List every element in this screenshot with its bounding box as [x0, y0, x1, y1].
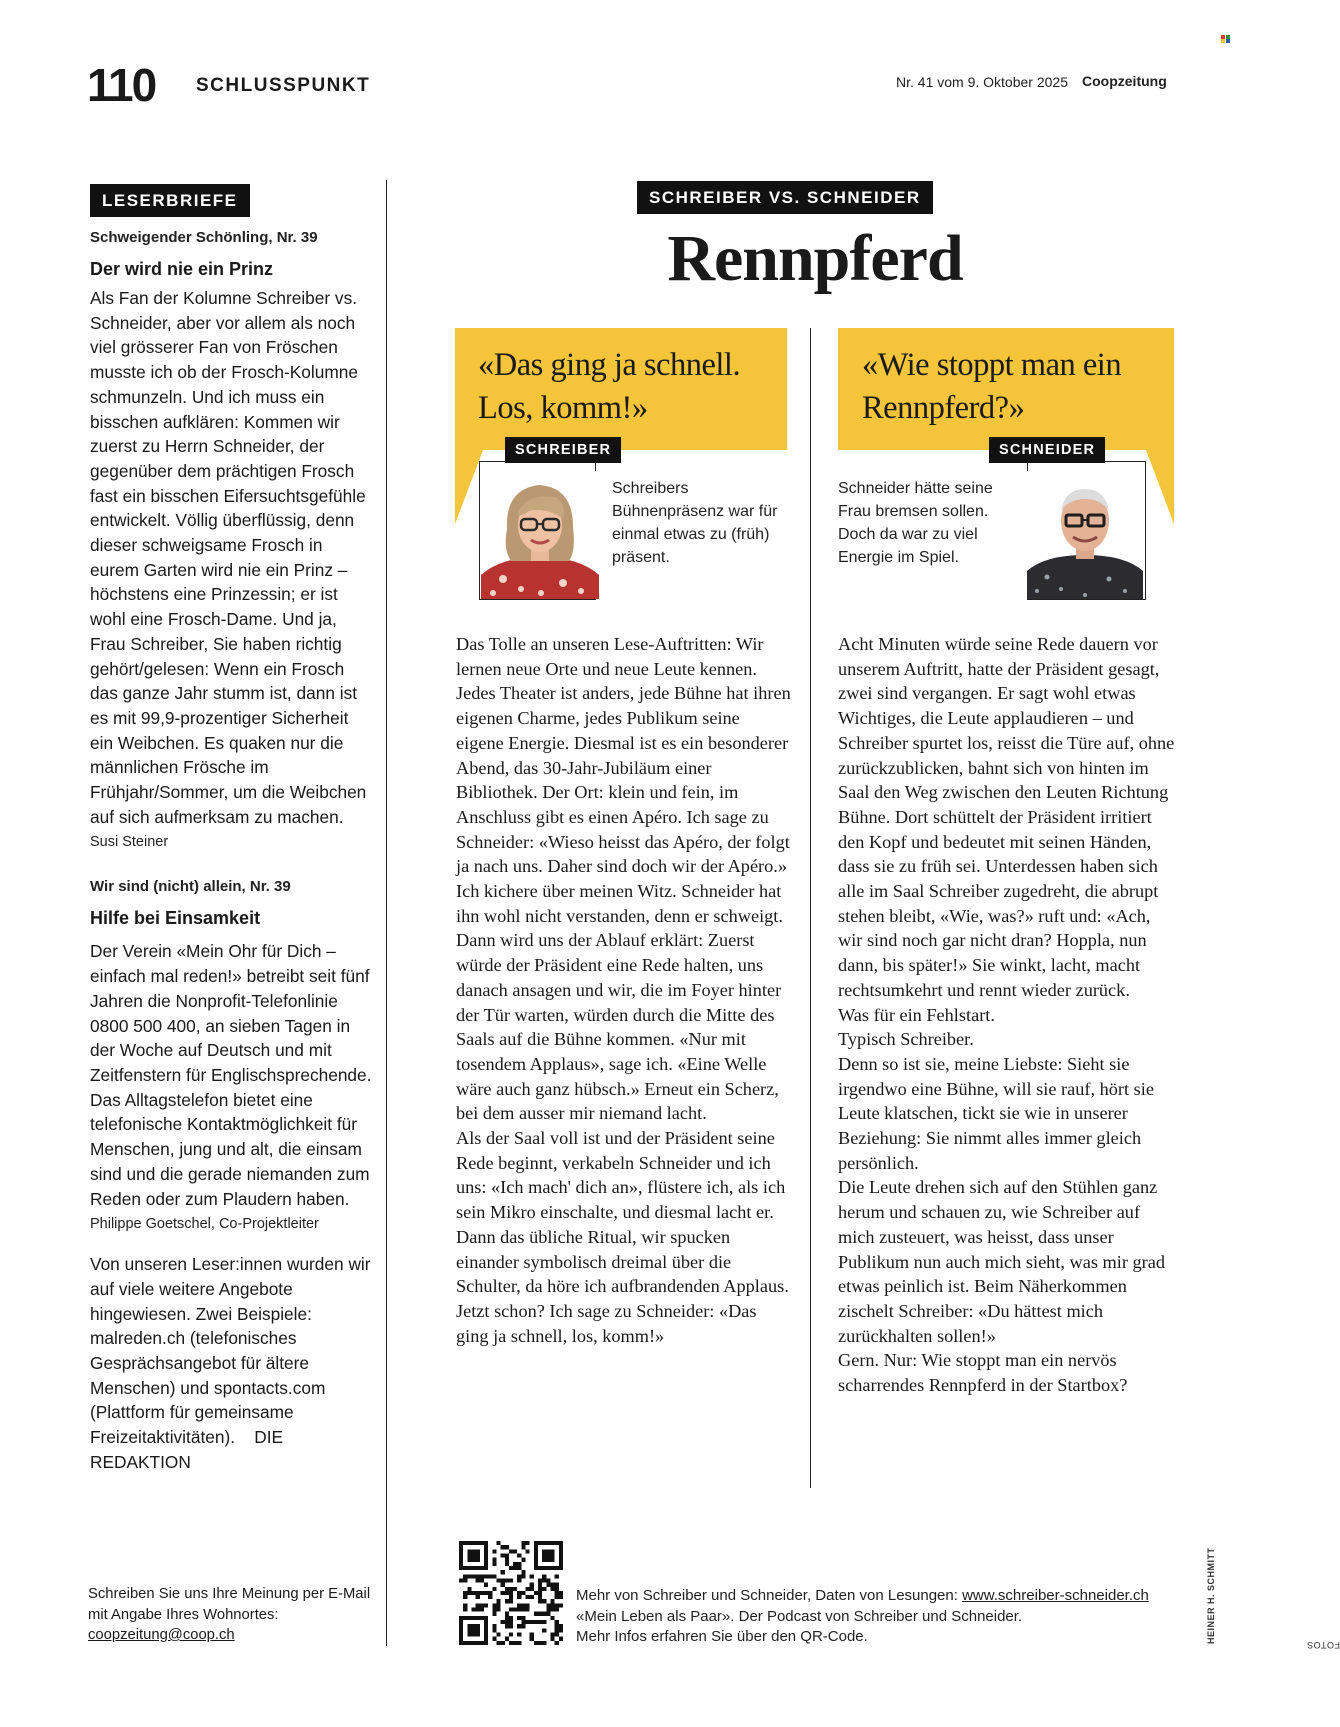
quote-schneider: «Wie stoppt man ein Rennpferd?» [862, 347, 1122, 426]
portrait-schneider [1027, 471, 1143, 599]
quote-box-schneider-tail [1146, 450, 1174, 524]
letters-label: LESERBRIEFE [90, 184, 250, 217]
letter-headline: Hilfe bei Einsamkeit [90, 908, 261, 929]
qr-code[interactable] [459, 1541, 563, 1645]
letter-body: Als Fan der Kolumne Schreiber vs. Schneider, aber vor allem als noch viel grösserer Fan von Fröschen musste ich ob der Frosch-Kolumne schmunzeln. Und ich muss ein bisschen aufklären: Kommen wir zuerst zu Herrn Schneider, der gegenüber dem prächtigen Frosch fast ein bisschen Eifersuchtsgefühle entwickelt. Völlig überflüssig, denn dieser schweigsame Frosch in eurem Garten wird nie ein Prinz – höchstens eine Prinzessin; er ist wohl eine Frosch-Dame. Und ja, Frau Schreiber, Sie haben richtig gehört/gelesen: Wenn ein Frosch das ganze Jahr stumm ist, dann ist es mit 99,9-prozentiger Sicherheit ein Weibchen. Es quaken nur die männlichen Frösche im Frühjahr/Sommer, um die Weibchen auf sich aufmerksam zu machen. [90, 288, 367, 827]
letter-signature: Susi Steiner [90, 834, 169, 851]
quote-schreiber: «Das ging ja schnell. Los, komm!» [478, 347, 741, 426]
article-paragraph: Als der Saal voll ist und der Präsident seine Rede beginnt, verkabeln Schneider und ich uns: «Ich mach' dich an», flüstere ich, als ich sein Mikro einschalte, und diesmal lacht er. [456, 1128, 786, 1223]
letters-column [90, 184, 376, 1475]
editorial-note [90, 1252, 376, 1474]
letter-body: Der Verein «Mein Ohr für Dich – einfach mal reden!» betreibt seit fünf Jahren die Nonprofit-Telefonlinie 0800 500 400, an sieben Tagen in der Woche auf Deutsch und mit Zeitfenstern für Englischsprechende. Das Alltagstelefon bietet eine telefonische Kontaktmöglichkeit für Menschen, jung und alt, die einsam sind und die gerade niemanden zum Reden oder zum Plaudern haben. [90, 941, 372, 1209]
name-tag-schreiber: SCHREIBER [505, 437, 621, 463]
email-link[interactable]: coopzeitung@coop.ch [88, 1627, 235, 1643]
column-rule-middle [810, 328, 811, 1488]
write-us-text: Schreiben Sie uns Ihre Meinung per E-Mail mit Angabe Ihres Wohnortes: [88, 1586, 371, 1623]
section-title: SCHLUSSPUNKT [196, 75, 371, 96]
page-number: 110 [87, 59, 156, 111]
column-rule-left [386, 180, 387, 1646]
column-kicker: SCHREIBER VS. SCHNEIDER [637, 181, 933, 214]
article-paragraph: Was für ein Fehlstart. [838, 1004, 995, 1025]
article-paragraph: Gern. Nur: Wie stoppt man ein nervös scharrendes Rennpferd in der Startbox? [838, 1350, 1128, 1396]
article-paragraph: Die Leute drehen sich auf den Stühlen ganz herum und schauen zu, wie Schreiber auf mich zusteuert, was heisst, dass unser Publikum nun auch mich sieht, was mir grad etwas peinlich ist. Beim Näherkommen zischelt Schreiber: «Du hättest mich zurückhalten sollen!» [838, 1177, 1165, 1346]
name-tag-schneider: SCHNEIDER [989, 437, 1105, 463]
website-link[interactable]: www.schreiber-schneider.ch [962, 1587, 1149, 1604]
letter-headline: Der wird nie ein Prinz [90, 259, 274, 279]
letter-reference: Schweigender Schönling, Nr. 39 [90, 229, 318, 246]
publication-brand: Coopzeitung [1082, 73, 1167, 89]
photo-credit-label: FOTOS [1306, 1640, 1340, 1650]
article-paragraph: Denn so ist sie, meine Liebste: Sieht sie irgendwo eine Bühne, will sie rauf, hört sie Leute klatschen, tickt sie wie in unserer Beziehung: Sie nimmt alles immer gleich persönlich. [838, 1053, 1154, 1173]
article-paragraph: Dann das übliche Ritual, wir spucken einander symbolisch dreimal über die Schulter, da höre ich aufbrandenden Applaus. Jetzt schon? Ich sage zu Schneider: «Das ging ja schnell, los, komm!» [456, 1226, 789, 1346]
article-paragraph: Das Tolle an unseren Lese-Auftritten: Wir lernen neue Orte und neue Leute kennen. Jedes Theater ist anders, jede Bühne hat ihren eigenen Charme, jedes Publikum seine eigene Energie. Diesmal ist es ein besonderer Abend, das 30-Jahr-Jubiläum einer Bibliothek. Der Ort: klein und fein, im Anschluss gibt es einen Apéro. Ich sage zu Schneider: «Wieso heisst das Apéro, der folgt ja nach uns. Daher sind doch wir der Apéro.» [456, 634, 791, 877]
editorial-signature: DIE REDAKTION [90, 1427, 284, 1472]
article-paragraph: Typisch Schreiber. [838, 1029, 974, 1050]
editorial-note-text: Von unseren Leser:innen wurden wir auf viele weitere Angebote hingewiesen. Zwei Beispiele: malreden.ch (telefonisches Gesprächsangebot für ältere Menschen) und spontacts.com (Plattform für gemeinsame Freizeitaktivitäten). [90, 1254, 371, 1448]
portrait-schreiber [481, 471, 599, 599]
article-paragraph: Ich kichere über meinen Witz. Schneider hat ihn wohl nicht verstanden, denn er schweigt. [456, 881, 783, 926]
caption-schneider: Schneider hätte seine Frau bremsen sollen. Doch da war zu viel Energie im Spiel. [838, 480, 993, 566]
caption-schreiber: Schreibers Bühnenpräsenz war für einmal etwas zu (früh) präsent. [612, 480, 778, 566]
footer-line1-text: Mehr von Schreiber und Schneider, Daten von Lesungen: [576, 1587, 963, 1604]
podcast-note: «Mein Leben als Paar». Der Podcast von Schreiber und Schneider. [576, 1607, 1023, 1625]
article-schneider [838, 632, 1178, 1398]
article-schreiber [456, 632, 792, 1348]
photo-credit-name: HEINER H. SCHMITT [1206, 1547, 1216, 1644]
qr-note: Mehr Infos erfahren Sie über den QR-Code. [576, 1628, 868, 1645]
letter-signature: Philippe Goetschel, Co-Projektleiter [90, 1216, 319, 1233]
article-paragraph: Dann wird uns der Ablauf erklärt: Zuerst würde der Präsident eine Rede halten, uns danach ansagen und wir, die im Foyer hinter der Tür warten, würden durch die Mitte des Saals auf die Bühne kommen. «Nur mit tosendem Applaus», sage ich. «Eine Welle wäre auch ganz hübsch.» Erneut ein Scherz, bei dem ausser mir niemand lacht. [456, 930, 782, 1124]
color-registration-mark [1221, 35, 1230, 43]
photo-credit [1206, 1516, 1340, 1650]
footer-info [576, 1586, 1149, 1648]
issue-date: Nr. 41 vom 9. Oktober 2025 [896, 74, 1068, 90]
letter-reference: Wir sind (nicht) allein, Nr. 39 [90, 878, 291, 896]
write-us-note [88, 1584, 378, 1646]
column-headline: Rennpferd [667, 222, 963, 295]
article-paragraph: Acht Minuten würde seine Rede dauern vor unserem Auftritt, hatte der Präsident gesagt, zwei sind vergangen. Er sagt wohl etwas Wichtiges, die Leute applaudieren – und Schreiber spurtet los, reisst die Türe auf, ohne zurückzublicken, bahnt sich von hinten im Saal den Weg zwischen den Leuten Richtung Bühne. Dort schüttelt der Präsident irritiert den Kopf und bedeutet mit seinen Händen, dass sie zu früh sei. Unterdessen haben sich alle im Saal Schreiber zugedreht, die abrupt stehen bleibt, «Wie, was?» ruft und: «Ach, wir sind noch gar nicht dran? Hoppla, nun dann, bis später!» Sie winkt, lacht, macht rechtsumkehrt und rennt wieder zurück. [838, 634, 1175, 1000]
